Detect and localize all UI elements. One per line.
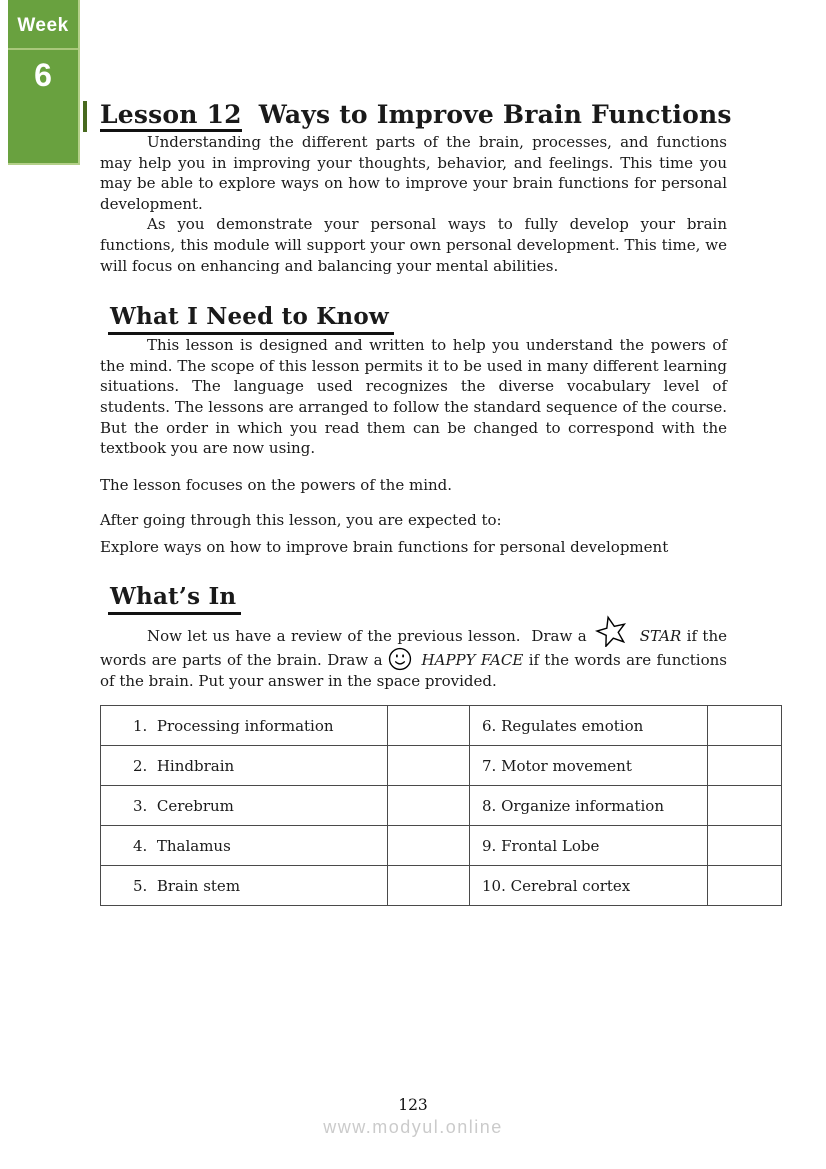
intro-paragraph-1: Understanding the different parts of the brain, processes, and functions may help you in improving your thoughts, behavior, and feelings. This time you may be able to explore ways on how to improve your brain functions for personal development. — [100, 133, 727, 213]
table-cell-answer — [388, 706, 470, 746]
table-cell-item: 2. Hindbrain — [101, 746, 388, 786]
table-cell-item: 6. Regulates emotion — [470, 706, 708, 746]
table-cell-answer — [708, 826, 782, 866]
table-cell-item: 3. Cerebrum — [101, 786, 388, 826]
review-instructions — [100, 615, 732, 692]
review-instructions-part1: Now let us have a review of the previous lesson. Draw a — [147, 626, 587, 645]
week-label: Week — [17, 15, 69, 36]
table-row — [101, 826, 782, 866]
table-row — [101, 786, 782, 826]
week-badge — [8, 0, 80, 165]
table-cell-answer — [708, 866, 782, 906]
lesson-number-label: Lesson 12 — [100, 100, 242, 132]
page-number: 123 — [398, 1096, 428, 1114]
table-cell-answer — [388, 746, 470, 786]
happy-face-icon — [388, 647, 412, 671]
table-cell-answer — [708, 706, 782, 746]
table-cell-item: 9. Frontal Lobe — [470, 826, 708, 866]
page-title — [100, 100, 732, 132]
review-instructions-part3: if the words are functions of the brain. Put your answer in the space provided. — [100, 650, 732, 690]
table-cell-answer — [708, 786, 782, 826]
table-cell-item: 4. Thalamus — [101, 826, 388, 866]
lesson-accent-bar — [83, 101, 87, 132]
star-icon — [595, 615, 628, 647]
week-badge-divider — [8, 48, 78, 50]
lesson-description-paragraph: This lesson is designed and written to help you understand the powers of the mind. The scope of this lesson permits it to be used in many different learning situations. The language used recognizes the diverse vocabulary level of students. The lessons are arranged to follow the standard sequence of the course. But the order in which you read them can be changed to correspond with the textbook you are now using. — [100, 336, 727, 458]
table-row — [101, 746, 782, 786]
table-cell-answer — [388, 866, 470, 906]
table-cell-item: 5. Brain stem — [101, 866, 388, 906]
section-heading-whats-in: What’s In — [108, 583, 241, 615]
expectation-intro-line: After going through this lesson, you are expected to: — [100, 510, 502, 529]
table-cell-answer — [388, 786, 470, 826]
section-whats-in — [100, 583, 727, 615]
page-content — [100, 0, 732, 906]
table-cell-item: 7. Motor movement — [470, 746, 708, 786]
watermark: www.modyul.online — [323, 1117, 503, 1137]
lesson-focus-line: The lesson focuses on the powers of the mind. — [100, 475, 453, 494]
table-row — [101, 706, 782, 746]
section-what-i-need-to-know — [100, 303, 727, 335]
table-cell-item: 8. Organize information — [470, 786, 708, 826]
review-table — [100, 705, 782, 906]
review-instructions-part2: if the words are parts of the brain. Draw a — [100, 626, 732, 669]
table-cell-answer — [708, 746, 782, 786]
section-heading-what-i-need-to-know: What I Need to Know — [108, 303, 394, 335]
table-cell-item: 10. Cerebral cortex — [470, 866, 708, 906]
lesson-objective-line: Explore ways on how to improve brain functions for personal development — [100, 537, 669, 556]
table-row — [101, 866, 782, 906]
intro-paragraph-2: As you demonstrate your personal ways to fully develop your brain functions, this module will support your own personal development. This time, we will focus on enhancing and balancing your mental abilities. — [100, 215, 727, 275]
week-number: 6 — [34, 57, 52, 93]
lesson-title-text: Ways to Improve Brain Functions — [258, 100, 732, 129]
table-cell-answer — [388, 826, 470, 866]
star-word: STAR — [639, 626, 682, 645]
table-cell-item: 1. Processing information — [101, 706, 388, 746]
happy-face-word: HAPPY FACE — [421, 650, 524, 669]
